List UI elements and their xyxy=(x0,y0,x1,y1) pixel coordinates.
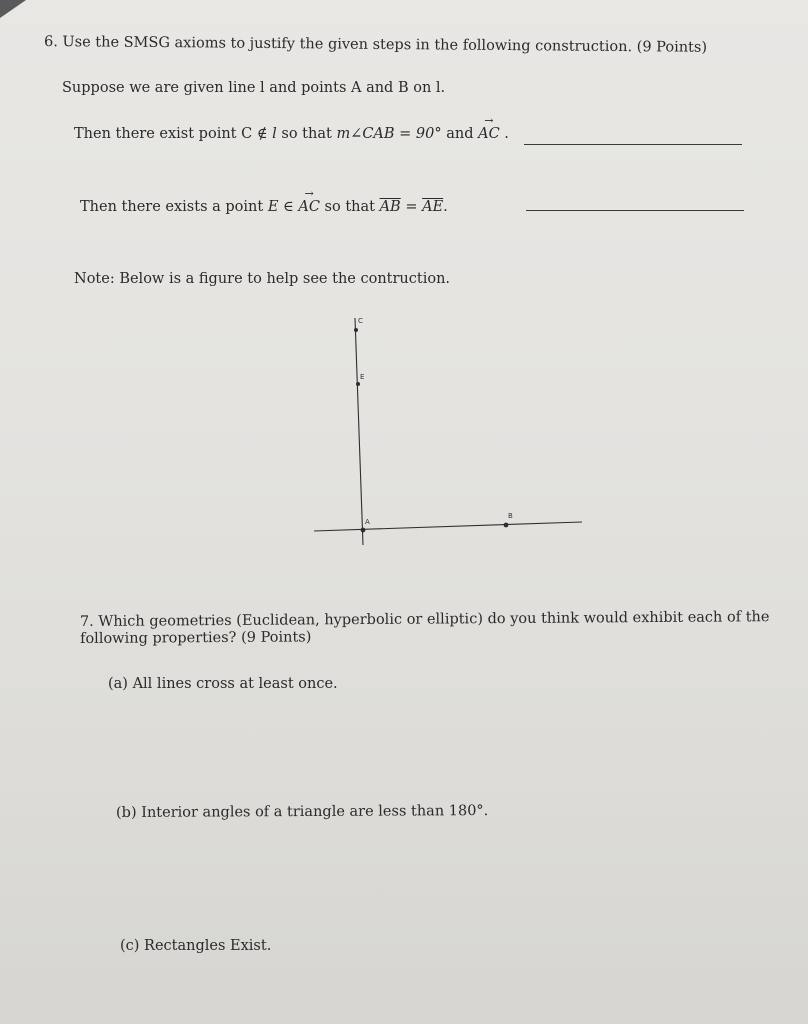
question-7-points: (9 Points) xyxy=(240,629,312,647)
construction-diagram xyxy=(300,300,600,550)
point-e-dot xyxy=(356,382,360,386)
part-c-text: Rectangles Exist. xyxy=(144,938,272,954)
step-2-equals: = xyxy=(405,199,418,215)
step-2-segment-ae: $\overline{AE}$ xyxy=(422,199,444,215)
question-7-part-c xyxy=(120,938,271,955)
construction-step-2: Then there exists a point E ∈ → AC so that $\overline{AB} = \overline{AE}$. xyxy=(80,199,448,216)
step-1-text-a: Then there exist point C xyxy=(74,126,253,142)
step-2-text-a: Then there exists a point xyxy=(80,199,264,215)
step-2-point-e: E xyxy=(267,199,279,215)
point-b-label: B xyxy=(508,512,513,520)
step-1-answer-blank[interactable] xyxy=(524,144,742,145)
step-1-nonmember: ∉ l xyxy=(256,126,277,142)
question-7-heading xyxy=(80,609,780,649)
step-1-angle-expression: m∠CAB = 90° xyxy=(336,126,442,142)
part-a-label: (a) xyxy=(108,676,128,692)
point-c-dot xyxy=(354,328,358,332)
step-2-segment-ab: $\overline{AB}$ xyxy=(379,199,401,215)
step-1-text-c: and xyxy=(446,126,474,142)
part-c-label: (c) xyxy=(120,938,140,954)
point-b-dot xyxy=(504,523,509,528)
page-corner-shadow xyxy=(0,0,26,18)
question-6-number: 6. xyxy=(43,34,58,51)
question-7-part-a xyxy=(108,676,338,693)
step-1-text-b: so that xyxy=(281,126,332,142)
question-7-number: 7. xyxy=(79,613,94,631)
construction-step-1: Then there exist point C ∉ l so that m∠CAB = 90° and → AC . xyxy=(74,126,509,143)
point-a-dot xyxy=(361,528,366,533)
step-2-answer-blank[interactable] xyxy=(526,210,744,211)
perpendicular-line xyxy=(355,318,363,545)
question-7-part-b xyxy=(116,803,488,822)
step-2-text-b: so that xyxy=(324,199,375,215)
figure-note: Note: Below is a figure to help see the contruction. xyxy=(74,271,451,287)
question-7-prompt: Which geometries (Euclidean, hyperbolic or elliptic) do you think would exhibit each of the following properties? xyxy=(80,609,770,648)
step-2-ray-ac: → AC xyxy=(298,199,320,216)
question-6-prompt: Use the SMSG axioms to justify the given steps in the following construction. xyxy=(62,34,633,56)
point-c-label: C xyxy=(358,317,363,325)
step-2-member-symbol: ∈ xyxy=(283,199,294,215)
part-b-text: Interior angles of a triangle are less than 180°. xyxy=(141,803,489,821)
question-6-points: (9 Points) xyxy=(636,39,708,56)
part-a-text: All lines cross at least once. xyxy=(132,676,338,692)
point-e-label: E xyxy=(360,373,365,381)
part-b-label: (b) xyxy=(115,804,137,821)
question-6-setup: Suppose we are given line l and points A and B on l. xyxy=(62,80,446,96)
construction-figure xyxy=(300,300,600,550)
question-6-heading xyxy=(44,34,707,57)
point-a-label: A xyxy=(365,518,370,526)
line-l xyxy=(314,522,582,531)
step-1-ray-ac: → AC xyxy=(478,126,500,143)
